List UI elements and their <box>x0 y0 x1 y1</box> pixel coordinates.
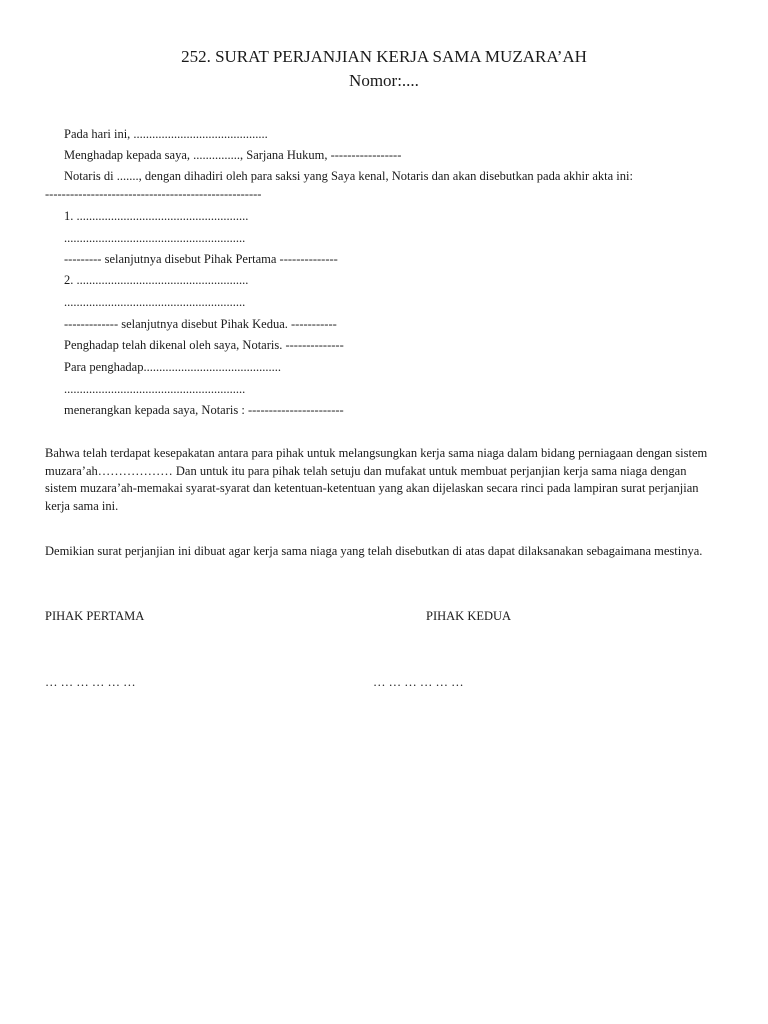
party2-detail-line: .......................................................... <box>64 295 246 309</box>
agreement-line: muzara’ah……………… Dan untuk itu para pihak telah setuju dan mufakat untuk membuat perjanjian kerja sama niaga dengan <box>45 463 687 478</box>
party1-label: --------- selanjutnya disebut Pihak Pertama -------------- <box>64 252 338 266</box>
opening-appear-line: Menghadap kepada saya, ..............., Sarjana Hukum, ----------------- <box>64 148 402 162</box>
party1-name-line: 1. ....................................................... <box>64 209 249 223</box>
first-party-signature-blank: … … … … … … <box>45 675 136 689</box>
document-number: Nomor:.... <box>349 71 419 90</box>
second-party-signature-blank: … … … … … … <box>373 675 464 689</box>
appearers-line: Para penghadap............................................ <box>64 360 281 374</box>
second-party-signature-label: PIHAK KEDUA <box>426 609 512 623</box>
party2-name-line: 2. ....................................................... <box>64 273 249 287</box>
document-title: 252. SURAT PERJANJIAN KERJA SAMA MUZARA’AH <box>181 47 587 66</box>
opening-date-line: Pada hari ini, ........................................... <box>64 127 268 141</box>
opening-notary-line: Notaris di ......., dengan dihadiri oleh para saksi yang Saya kenal, Notaris dan akan disebutkan pada akhir akta ini: <box>64 169 633 183</box>
opening-dash-line: ---------------------------------------------------- <box>45 187 262 201</box>
closing-paragraph <box>45 543 725 561</box>
closing-line: Demikian surat perjanjian ini dibuat agar kerja sama niaga yang telah disebutkan di atas dapat dilaksanakan sebagaimana mestinya. <box>45 544 703 558</box>
agreement-paragraph <box>45 445 725 515</box>
declare-line: menerangkan kepada saya, Notaris : ----------------------- <box>64 403 344 417</box>
known-by-notary-line: Penghadap telah dikenal oleh saya, Notaris. -------------- <box>64 338 344 352</box>
agreement-line: Bahwa telah terdapat kesepakatan antara para pihak untuk melangsungkan kerja sama niaga dalam bidang perniagaan dengan sistem <box>45 446 708 460</box>
party1-detail-line: .......................................................... <box>64 231 246 245</box>
appearers-continuation-line: .......................................................... <box>64 382 246 396</box>
agreement-line: kerja sama ini. <box>45 498 119 513</box>
agreement-line: sistem muzara’ah-memakai syarat-syarat dan ketentuan-ketentuan yang akan dijelaskan secara rinci pada lampiran surat perjanjian <box>45 481 699 495</box>
party2-label: ------------- selanjutnya disebut Pihak Kedua. ----------- <box>64 317 337 331</box>
first-party-signature-label: PIHAK PERTAMA <box>45 609 145 623</box>
